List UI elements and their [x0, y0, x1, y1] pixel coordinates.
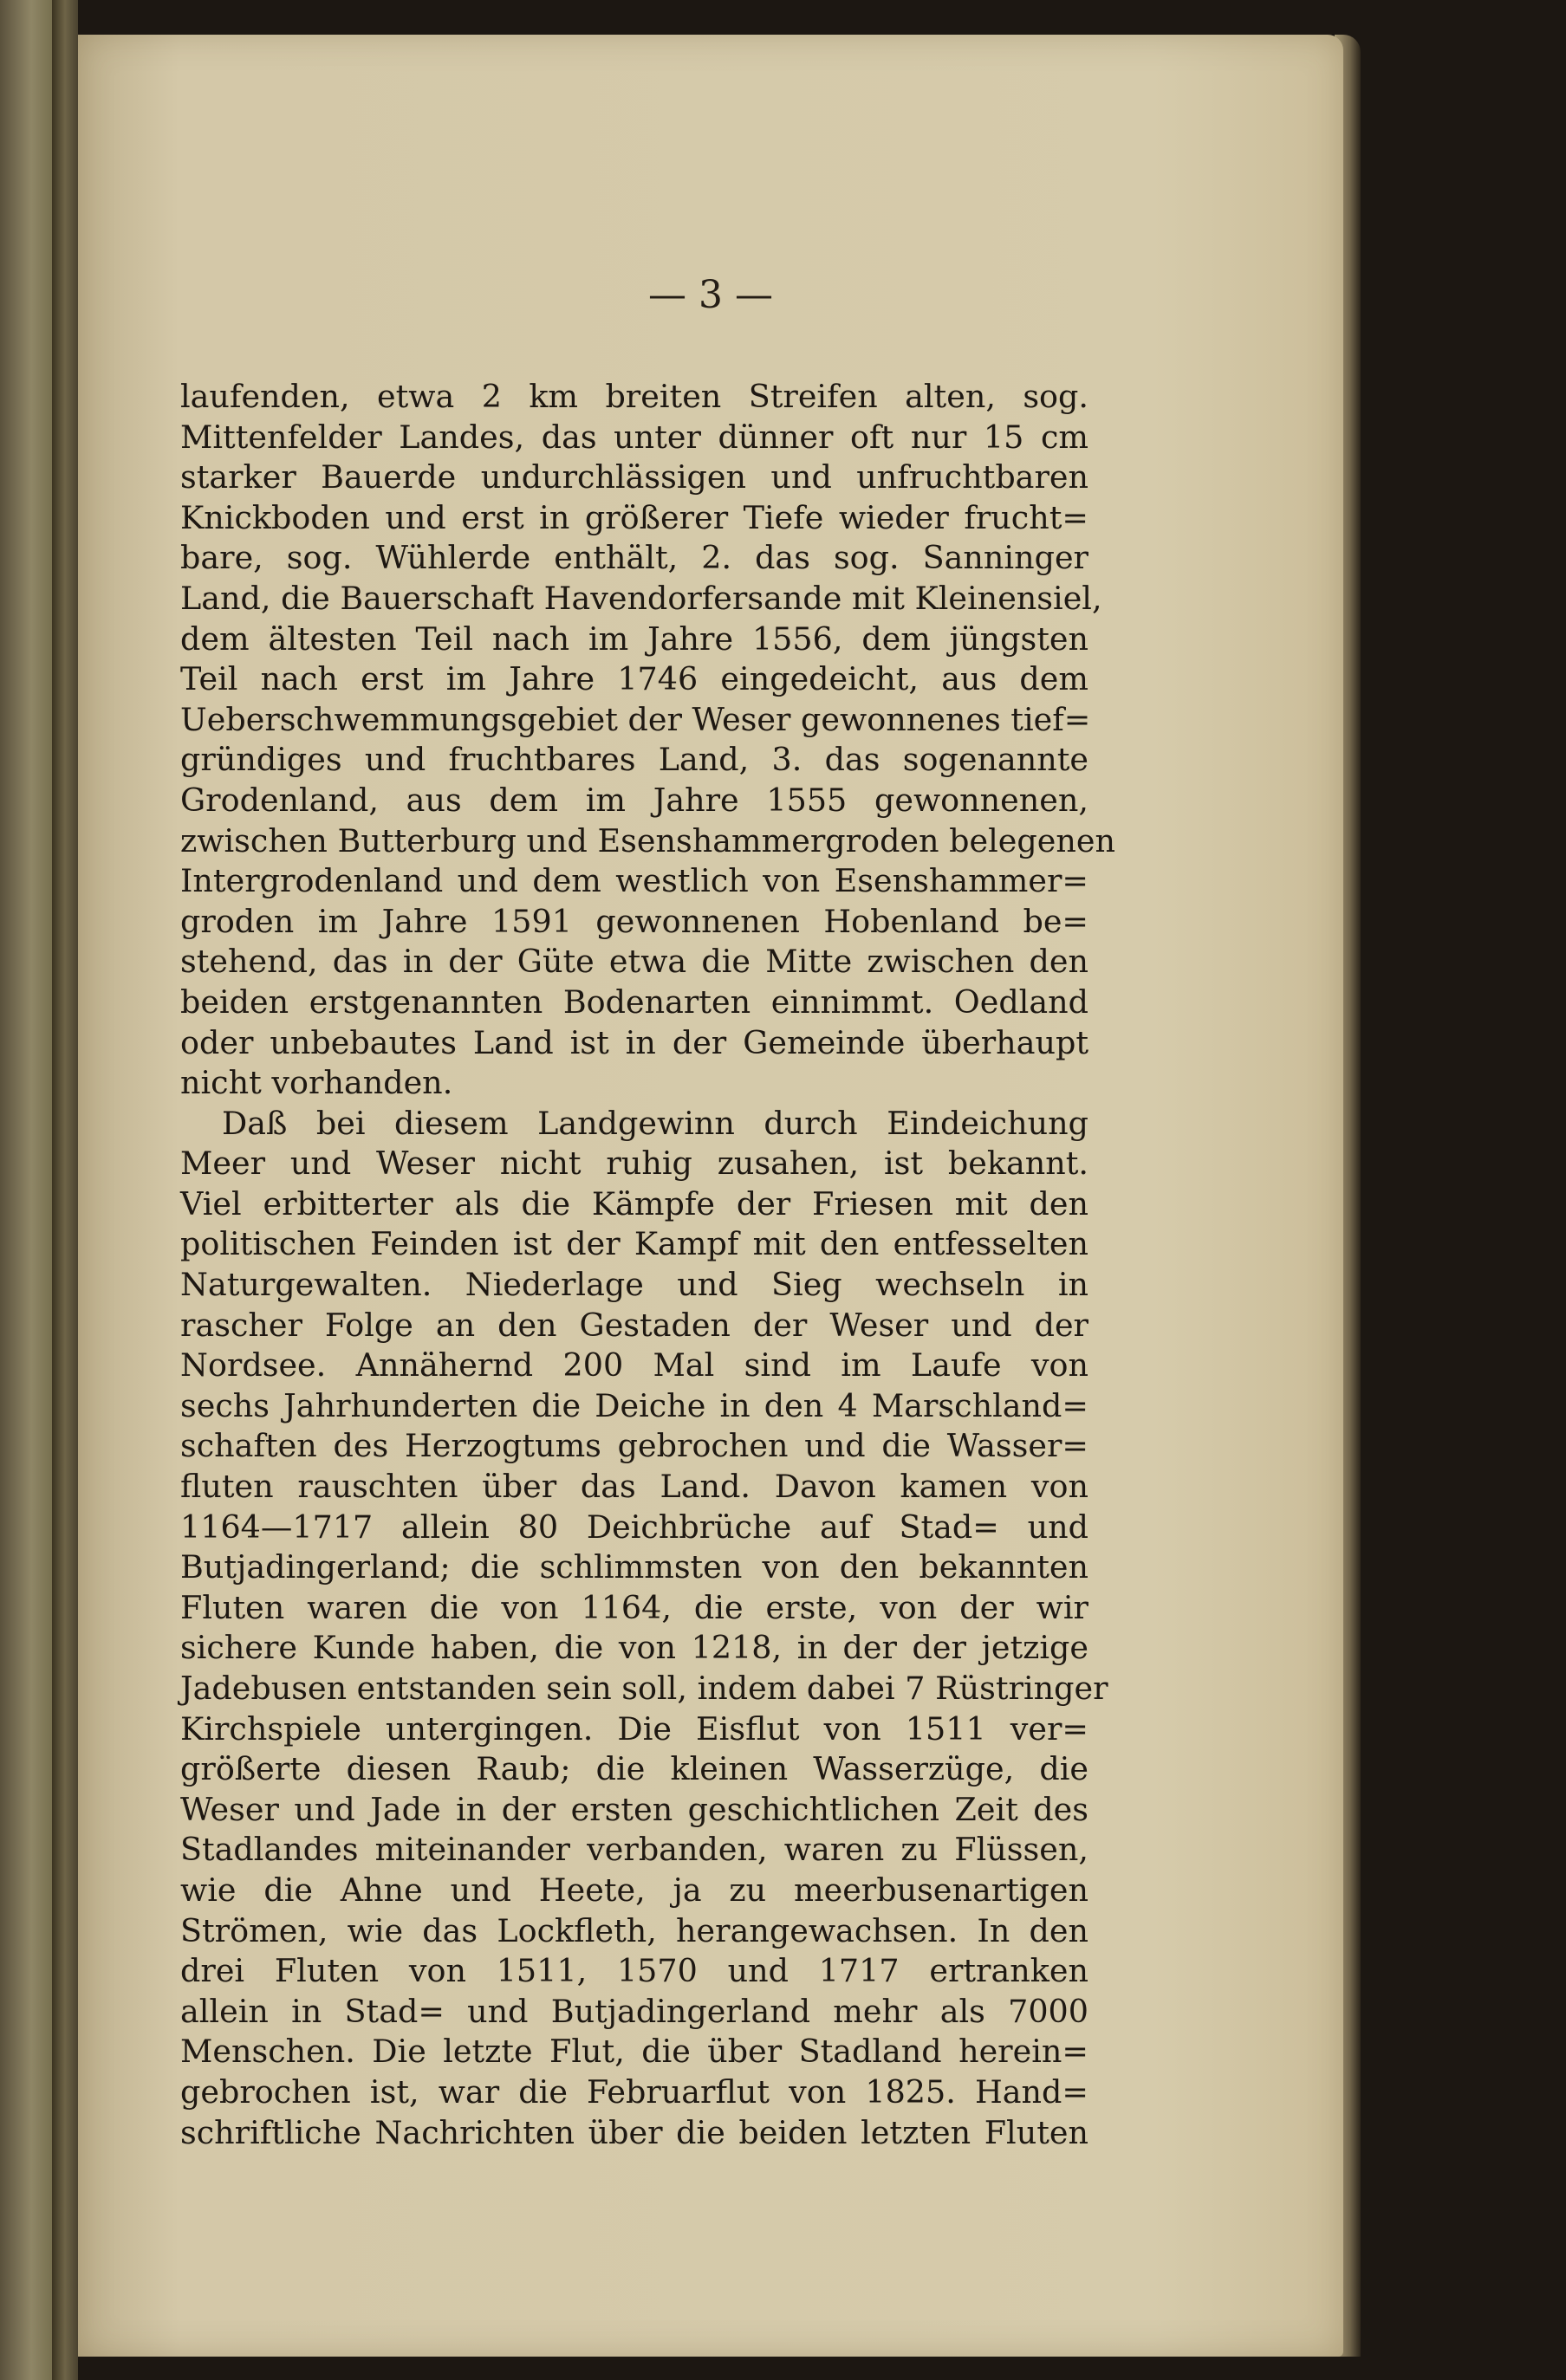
page-number: [78, 273, 1343, 317]
text-line: Kirchspiele untergingen. Die Eisflut von 1511 ver=: [180, 1709, 1088, 1748]
text-line: stehend, das in der Güte etwa die Mitte zwischen den: [180, 943, 1088, 981]
text-line: gebrochen ist, war die Februarflut von 1825. Hand=: [180, 2072, 1088, 2111]
text-line: Strömen, wie das Lockfleth, herangewachsen. In den: [180, 1911, 1088, 1949]
book-spine: [52, 0, 78, 2380]
text-line: sichere Kunde haben, die von 1218, in der der jetzige: [180, 1629, 1088, 1667]
text-line: allein in Stad= und Butjadingerland mehr als 7000: [180, 1992, 1088, 2030]
text-line: Daß bei diesem Landgewinn durch Eindeichung: [222, 1104, 1088, 1142]
text-line: Knickboden und erst in größerer Tiefe wieder frucht=: [180, 498, 1088, 536]
text-line: Land, die Bauerschaft Havendorfersande mit Kleinensiel,: [180, 579, 1102, 617]
text-line: oder unbebautes Land ist in der Gemeinde überhaupt: [180, 1023, 1088, 1061]
text-line: Grodenland, aus dem im Jahre 1555 gewonnenen,: [180, 781, 1088, 819]
body-text: [180, 377, 1115, 2153]
text-line: rascher Folge an den Gestaden der Weser und der: [180, 1306, 1088, 1344]
page-number-value: 3: [699, 273, 723, 317]
text-line: zwischen Butterburg und Esenshammergroden belegenen: [180, 821, 1115, 859]
left-page-edge: [0, 0, 52, 2380]
text-line: sechs Jahrhunderten die Deiche in den 4 Marschland=: [180, 1386, 1088, 1424]
text-line: fluten rauschten über das Land. Davon kamen von: [180, 1468, 1088, 1506]
page-number-dash-left: —: [648, 273, 699, 317]
text-line: Weser und Jade in der ersten geschichtlichen Zeit des: [180, 1790, 1088, 1828]
page-number-dash-right: —: [723, 273, 773, 317]
text-line: Viel erbitterter als die Kämpfe der Friesen mit den: [180, 1184, 1088, 1222]
text-line: bare, sog. Wühlerde enthält, 2. das sog. Sanninger: [180, 539, 1088, 577]
text-line: Menschen. Die letzte Flut, die über Stadland herein=: [180, 2033, 1088, 2071]
text-line: nicht vorhanden.: [180, 1064, 453, 1102]
text-line: Intergrodenland und dem westlich von Esenshammer=: [180, 862, 1088, 900]
text-line: groden im Jahre 1591 gewonnenen Hobenland be=: [180, 902, 1088, 940]
text-line: gründiges und fruchtbares Land, 3. das sogenannte: [180, 741, 1088, 779]
text-line: dem ältesten Teil nach im Jahre 1556, dem jüngsten: [180, 619, 1088, 658]
text-line: Jadebusen entstanden sein soll, indem dabei 7 Rüstringer: [180, 1670, 1108, 1707]
text-line: wie die Ahne und Heete, ja zu meerbusenartigen: [180, 1871, 1088, 1909]
text-line: starker Bauerde undurchlässigen und unfruchtbaren: [180, 458, 1088, 496]
text-line: Nordsee. Annähernd 200 Mal sind im Laufe von: [180, 1346, 1088, 1385]
text-line: beiden erstgenannten Bodenarten einnimmt. Oedland: [180, 982, 1088, 1021]
text-line: schaften des Herzogtums gebrochen und die Wasser=: [180, 1427, 1088, 1465]
text-line: 1164—1717 allein 80 Deichbrüche auf Stad= und: [180, 1508, 1088, 1546]
text-line: Teil nach erst im Jahre 1746 eingedeicht, aus dem: [180, 660, 1088, 698]
text-line: Stadlandes miteinander verbanden, waren zu Flüssen,: [180, 1831, 1088, 1869]
text-line: Fluten waren die von 1164, die erste, von der wir: [180, 1588, 1088, 1626]
text-line: Meer und Weser nicht ruhig zusahen, ist bekannt.: [180, 1145, 1088, 1183]
text-line: größerte diesen Raub; die kleinen Wasserzüge, die: [180, 1750, 1088, 1788]
text-line: Ueberschwemmungsgebiet der Weser gewonnenes tief=: [180, 700, 1091, 738]
text-line: Butjadingerland; die schlimmsten von den bekannten: [180, 1548, 1088, 1586]
book-page: [78, 35, 1343, 2357]
text-line: Mittenfelder Landes, das unter dünner oft nur 15 cm: [180, 418, 1088, 456]
text-line: drei Fluten von 1511, 1570 und 1717 ertranken: [180, 1952, 1088, 1990]
text-line: laufenden, etwa 2 km breiten Streifen alten, sog.: [180, 378, 1088, 415]
text-line: Naturgewalten. Niederlage und Sieg wechseln in: [180, 1266, 1088, 1304]
text-line: schriftliche Nachrichten über die beiden letzten Fluten: [180, 2113, 1088, 2151]
text-line: politischen Feinden ist der Kampf mit den entfesselten: [180, 1225, 1088, 1263]
